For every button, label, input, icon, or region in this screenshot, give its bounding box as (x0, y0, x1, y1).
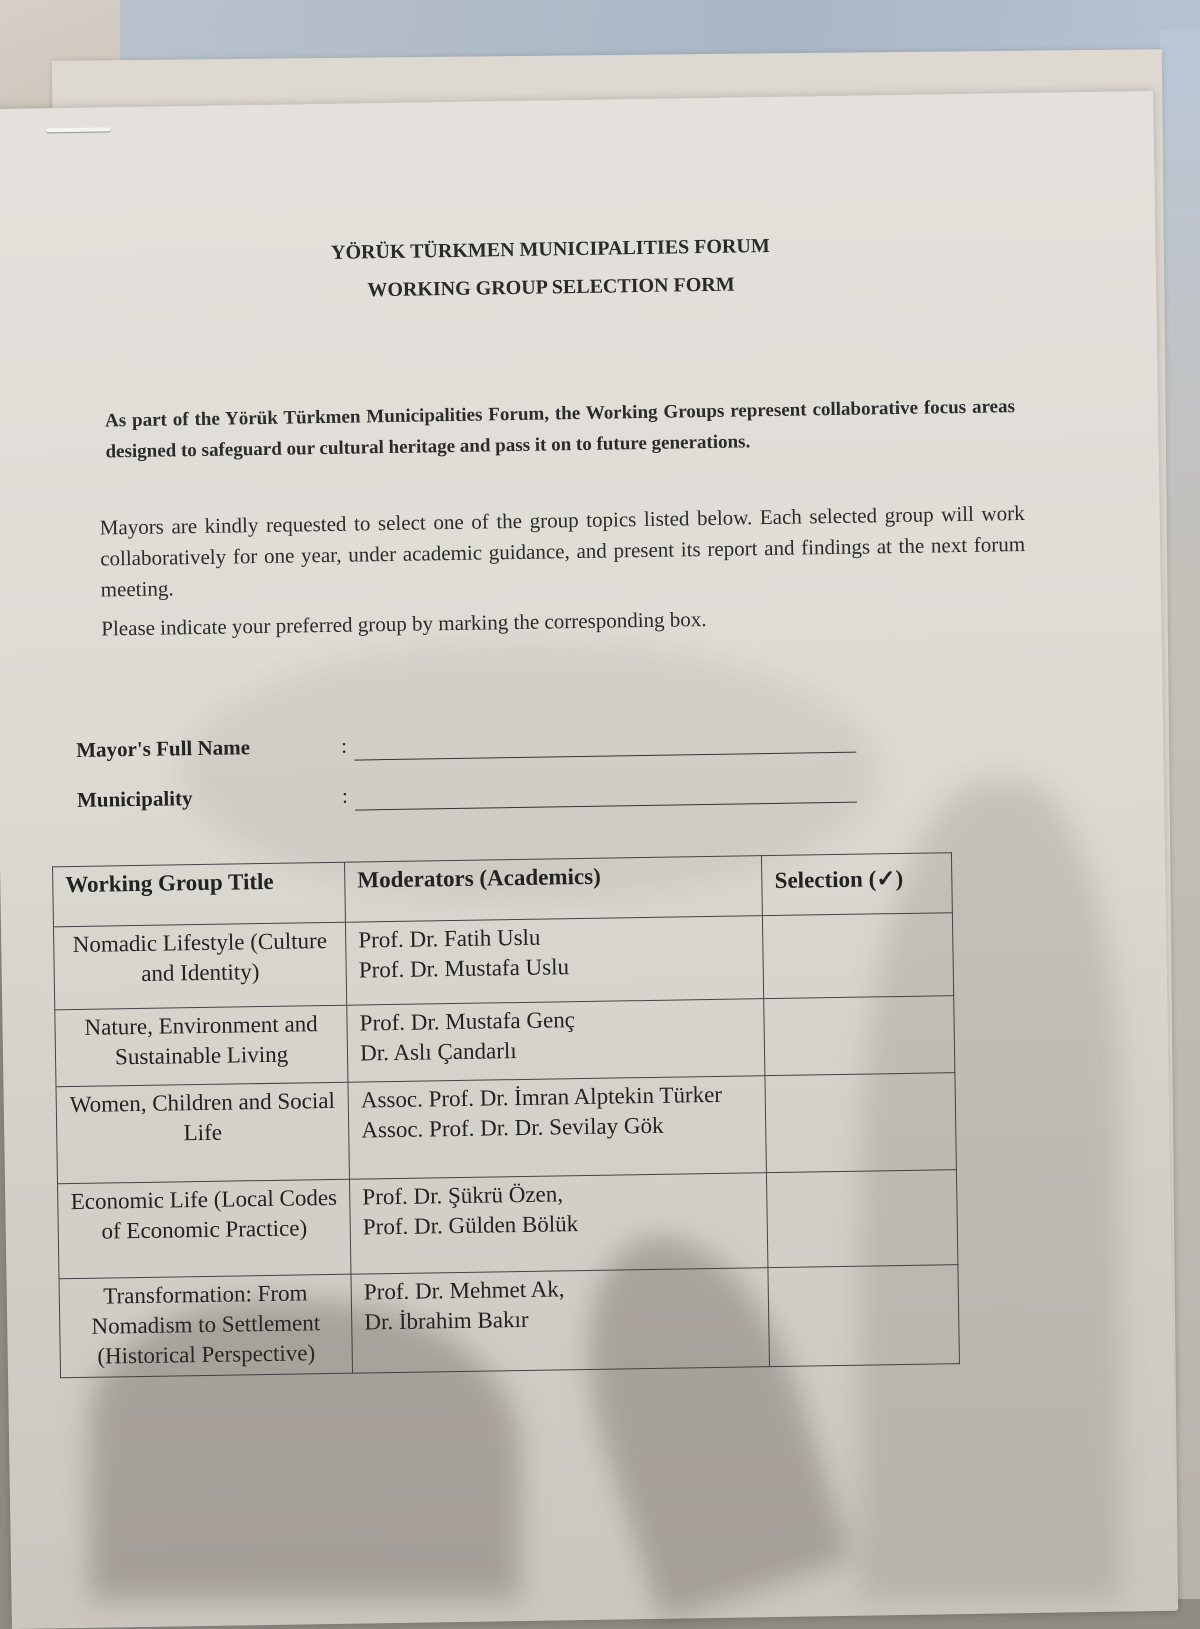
moderators-cell (347, 999, 765, 1083)
selection-box[interactable] (768, 1265, 959, 1367)
group-title: Women, Children and Social Life (56, 1082, 350, 1184)
group-title: Nomadic Lifestyle (Culture and Identity) (53, 922, 346, 1010)
moderator-name: Prof. Dr. Mustafa Genç (359, 1007, 576, 1036)
selection-box[interactable] (764, 996, 955, 1076)
field-separator: : (340, 733, 348, 758)
header-moderators: Moderators (Academics) (345, 856, 763, 923)
municipality-field (77, 773, 877, 822)
field-separator: : (341, 783, 348, 808)
moderator-name: Assoc. Prof. Dr. Dr. Sevilay Gök (361, 1112, 664, 1143)
moderators-cell (348, 1076, 767, 1180)
form-page (0, 91, 1177, 1629)
municipality-label: Municipality (76, 786, 193, 812)
selection-box[interactable] (767, 1170, 958, 1268)
group-title: Transformation: From Nomadism to Settlement (Historical Perspective) (59, 1274, 353, 1378)
moderator-name: Prof. Dr. Mustafa Uslu (358, 954, 570, 983)
intro-paragraph: As part of the Yörük Türkmen Municipalities Forum, the Working Groups represent collaborative focus areas designed to safeguard our cultural heritage and pass it on to future generations. (104, 396, 1016, 463)
table-row (56, 1073, 956, 1184)
moderator-name: Dr. İbrahim Bakır (364, 1306, 529, 1335)
moderators-cell (350, 1173, 769, 1275)
selection-box[interactable] (765, 1073, 956, 1173)
form-header (0, 222, 1111, 316)
moderator-name: Dr. Aslı Çandarlı (359, 1038, 517, 1066)
selection-box[interactable] (763, 913, 954, 999)
form-title: WORKING GROUP SELECTION FORM (367, 273, 735, 302)
mayor-name-input-line[interactable] (354, 752, 856, 761)
header-working-group-title: Working Group Title (53, 862, 346, 927)
moderators-cell (346, 916, 764, 1006)
moderators-cell (351, 1268, 770, 1374)
moderator-name: Prof. Dr. Fatih Uslu (358, 924, 541, 953)
request-paragraph: Mayors are kindly requested to select one of the group topics listed below. Each selected group will work collaboratively for one year, under academic guidance, and present its report and findings at the next forum meeting. (99, 501, 1026, 602)
header-selection: Selection (✓) (762, 853, 953, 916)
working-group-table (52, 852, 960, 1396)
municipality-input-line[interactable] (355, 802, 857, 811)
moderator-name: Prof. Dr. Mehmet Ak, (363, 1276, 565, 1305)
table-row (58, 1170, 958, 1279)
paper-clip-mark (46, 127, 110, 132)
table-row (55, 996, 955, 1087)
instruction-paragraph: Please indicate your preferred group by marking the corresponding box. (101, 607, 707, 641)
group-title: Nature, Environment and Sustainable Living (55, 1005, 348, 1087)
forum-title: YÖRÜK TÜRKMEN MUNICIPALITIES FORUM (330, 234, 770, 264)
moderator-name: Prof. Dr. Şükrü Özen, (362, 1181, 564, 1210)
moderator-name: Assoc. Prof. Dr. İmran Alptekin Türker (360, 1081, 723, 1113)
moderator-name: Prof. Dr. Gülden Bölük (362, 1211, 579, 1240)
mayor-name-field (76, 723, 876, 772)
group-title: Economic Life (Local Codes of Economic Practice) (58, 1179, 352, 1279)
table-row (53, 913, 953, 1010)
mayor-name-label: Mayor's Full Name (76, 735, 251, 762)
table-row (59, 1265, 959, 1378)
